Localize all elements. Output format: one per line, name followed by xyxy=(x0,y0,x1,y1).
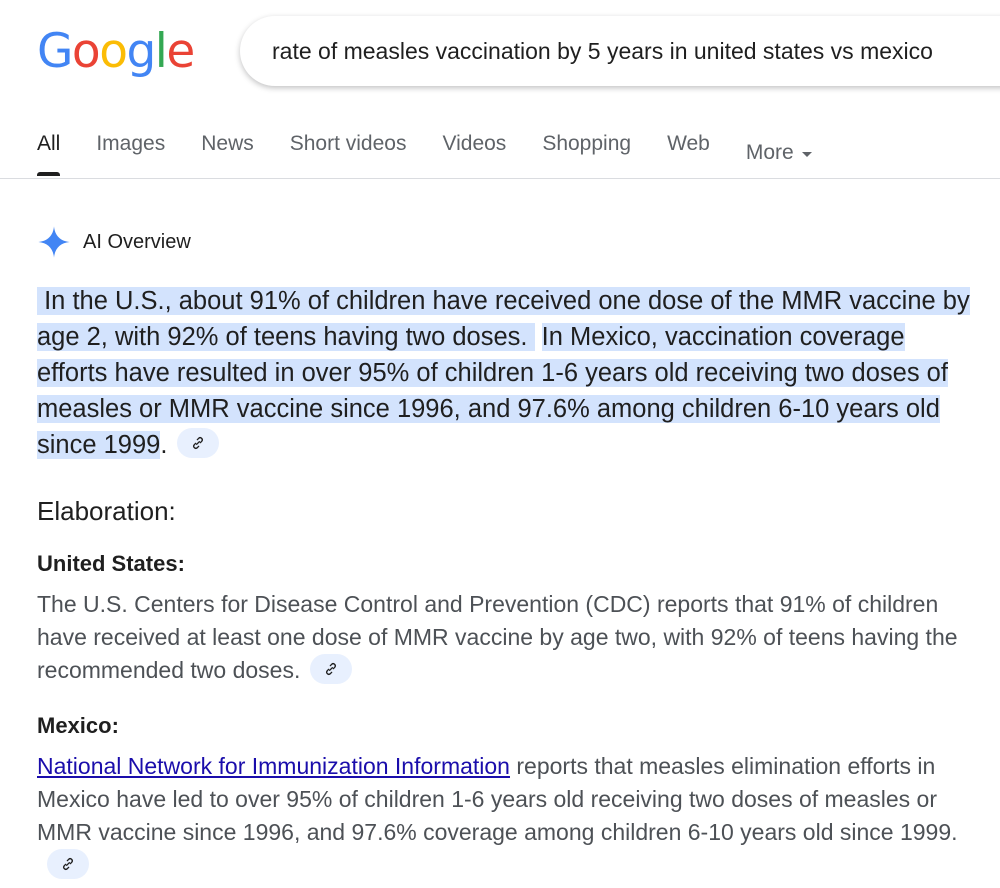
link-icon xyxy=(323,661,339,677)
logo-letter: l xyxy=(154,24,167,79)
mexico-section-body xyxy=(37,750,987,882)
tab-images[interactable]: Images xyxy=(96,132,166,155)
ai-overview-header xyxy=(37,224,191,260)
logo-letter: o xyxy=(71,24,100,79)
link-icon xyxy=(190,435,206,451)
ai-overview-summary xyxy=(37,283,972,463)
ai-overview-title: AI Overview xyxy=(83,230,191,253)
us-section-text: The U.S. Centers for Disease Control and Prevention (CDC) reports that 91% of children have received at least one dose of MMR vaccine by age two, with 92% of teens having the recommended two doses. xyxy=(37,591,958,683)
search-box[interactable] xyxy=(240,16,1000,86)
tab-short-videos[interactable]: Short videos xyxy=(289,132,407,155)
tab-news[interactable]: News xyxy=(201,132,254,155)
tab-all[interactable]: All xyxy=(37,128,60,178)
elaboration-heading: Elaboration: xyxy=(37,496,176,526)
us-section-body xyxy=(37,588,987,687)
mexico-section-heading: Mexico: xyxy=(37,713,119,738)
logo-letter: g xyxy=(126,24,155,79)
tab-videos[interactable]: Videos xyxy=(442,132,507,155)
search-tabs xyxy=(37,128,848,178)
summary-part-1: In the U.S., about 91% of children have received one dose of the MMR vaccine by age 2, with 92% of teens having two doses. xyxy=(37,287,970,351)
search-input[interactable]: rate of measles vaccination by 5 years in united states vs mexico xyxy=(272,38,933,64)
tab-more-label: More xyxy=(745,141,794,164)
caret-down-icon xyxy=(802,152,812,157)
tab-more[interactable] xyxy=(746,128,812,178)
mexico-section-text: reports that measles elimination efforts in Mexico have led to over 95% of children 1-6 years old receiving two doses of measles or MMR vaccine since 1996, and 97.6% coverage among children 6-10 years old since 1999. xyxy=(37,753,958,845)
source-link-button[interactable] xyxy=(310,654,352,684)
tab-shopping[interactable]: Shopping xyxy=(542,132,632,155)
link-icon xyxy=(60,856,76,872)
google-logo[interactable] xyxy=(37,26,194,78)
sparkle-icon xyxy=(37,224,71,260)
summary-end: . xyxy=(160,431,168,459)
us-section-heading: United States: xyxy=(37,551,185,576)
summary-part-2: In Mexico, vaccination coverage efforts have resulted in over 95% of children 1-6 years old receiving two doses of measles or MMR vaccine since 1996, and 97.6% among children 6-10 years old since 1999 xyxy=(37,323,948,459)
tabs-divider xyxy=(0,178,1000,179)
logo-letter: e xyxy=(166,24,194,79)
tab-web[interactable]: Web xyxy=(667,132,710,155)
nnii-link[interactable]: National Network for Immunization Information xyxy=(37,753,510,779)
logo-letter: G xyxy=(37,24,72,79)
source-link-button[interactable] xyxy=(177,428,219,458)
source-link-button[interactable] xyxy=(47,849,89,879)
logo-letter: o xyxy=(99,24,127,79)
